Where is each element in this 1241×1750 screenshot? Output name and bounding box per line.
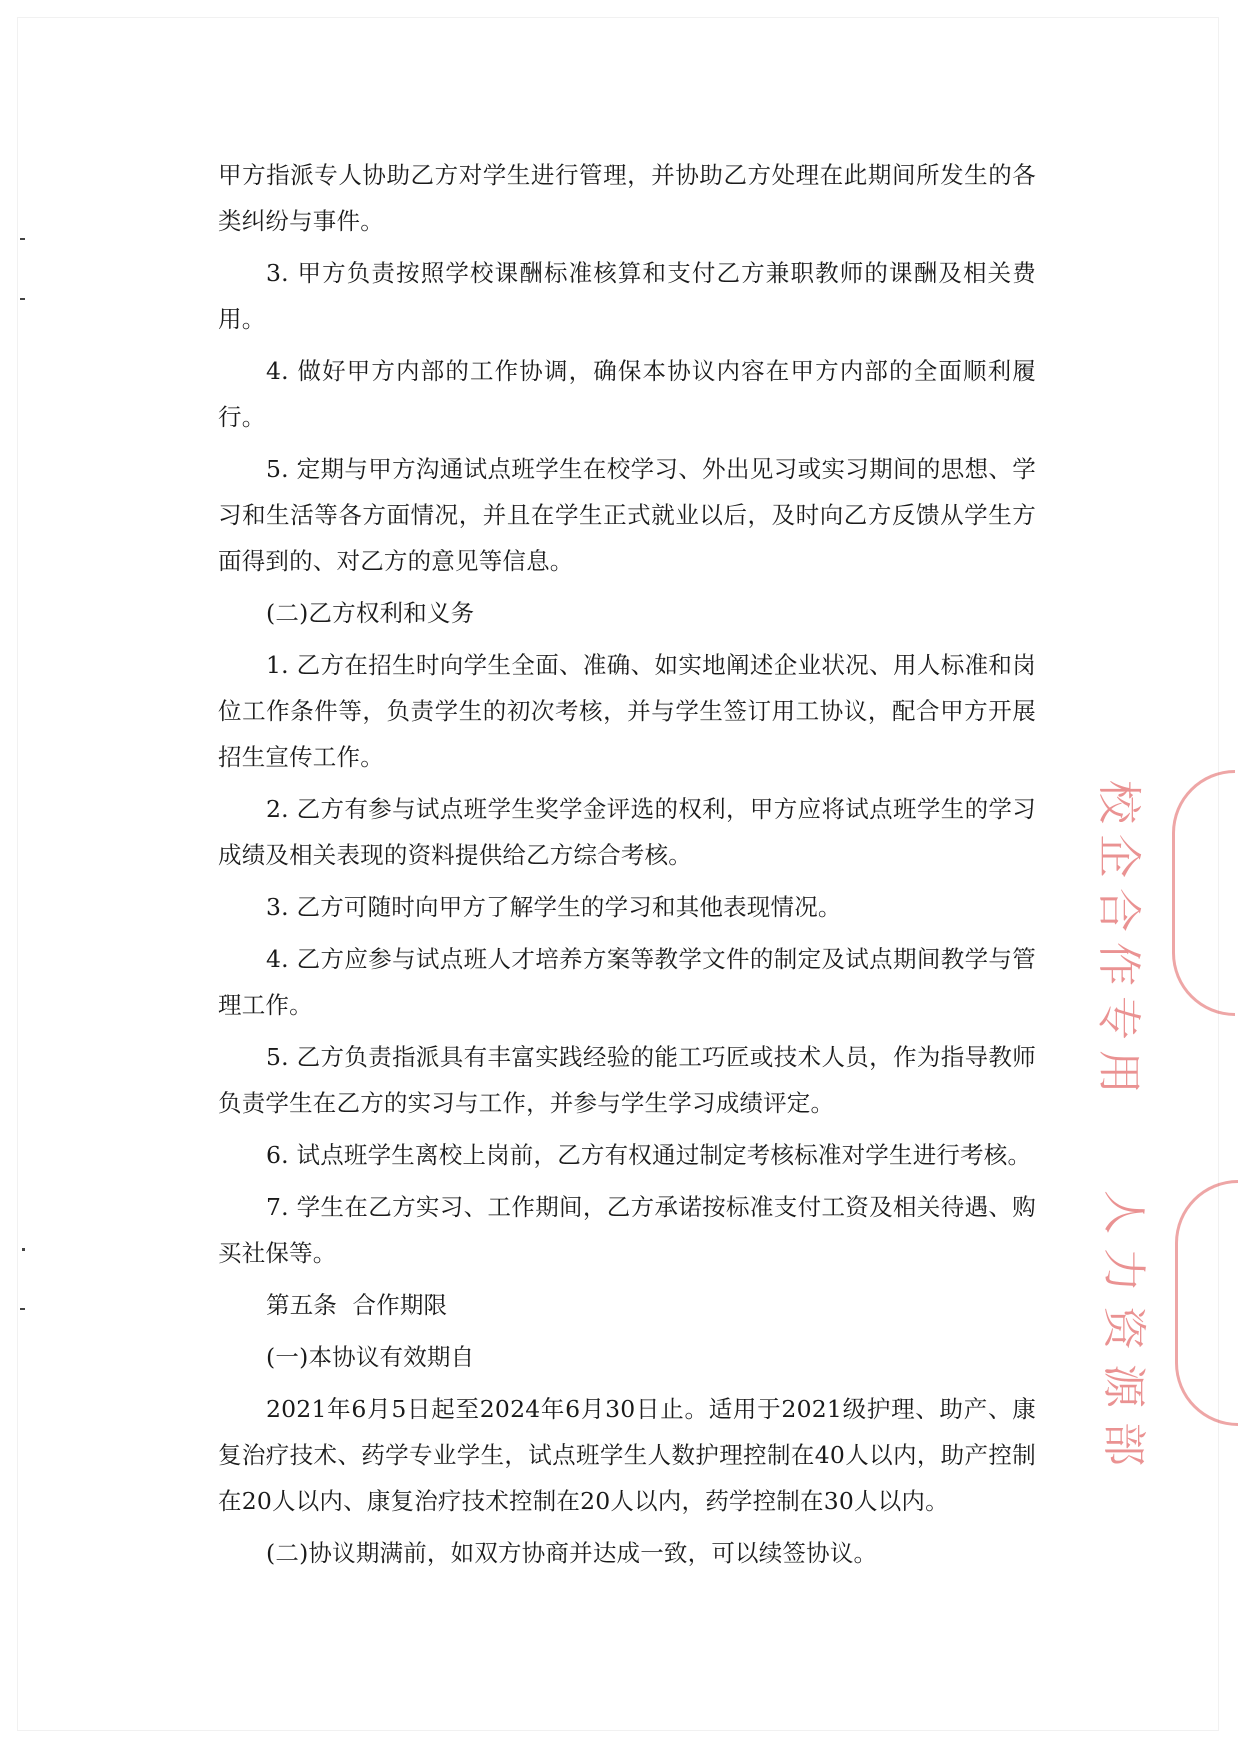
paragraph: 1. 乙方在招生时向学生全面、准确、如实地阐述企业状况、用人标准和岗位工作条件等，负责学生的初次考核，并与学生签订用工协议，配合甲方开展招生宣传工作。 — [218, 651, 1036, 771]
scan-mark — [22, 1248, 25, 1251]
paragraph: 2. 乙方有参与试点班学生奖学金评选的权利，甲方应将试点班学生的学习成绩及相关表现的资料提供给乙方综合考核。 — [218, 795, 1036, 869]
section-heading: (二)乙方权利和义务 — [266, 599, 475, 627]
paragraph: 5. 乙方负责指派具有丰富实践经验的能工巧匠或技术人员，作为指导教师负责学生在乙方的实习与工作，并参与学生学习成绩评定。 — [218, 1043, 1036, 1117]
scan-mark — [20, 298, 25, 300]
paragraph: 4. 乙方应参与试点班人才培养方案等教学文件的制定及试点期间教学与管理工作。 — [218, 945, 1036, 1019]
paragraph: 6. 试点班学生离校上岗前，乙方有权通过制定考核标准对学生进行考核。 — [266, 1141, 1032, 1169]
scan-mark — [20, 238, 25, 240]
red-seal-top: 校企合作专用 — [1093, 780, 1144, 1104]
paragraph: 3. 甲方负责按照学校课酬标准核算和支付乙方兼职教师的课酬及相关费用。 — [218, 259, 1036, 333]
seal-ring — [1172, 770, 1235, 1016]
paragraph: 7. 学生在乙方实习、工作期间，乙方承诺按标准支付工资及相关待遇、购买社保等。 — [218, 1193, 1036, 1267]
section-heading: (一)本协议有效期自 — [266, 1343, 475, 1371]
paragraph: 2021年6月5日起至2024年6月30日止。适用于2021级护理、助产、康复治疗技术、药学专业学生，试点班学生人数护理控制在40人以内，助产控制在20人以内、康复治疗技术控制在20人以内，药学控制在30人以内。 — [218, 1395, 1036, 1515]
document-body — [218, 152, 1036, 1582]
red-seal-bottom: 人力资源部 — [1098, 1190, 1149, 1480]
paragraph: 5. 定期与甲方沟通试点班学生在校学习、外出见习或实习期间的思想、学习和生活等各方面情况，并且在学生正式就业以后，及时向乙方反馈从学生方面得到的、对乙方的意见等信息。 — [218, 455, 1036, 575]
paragraph: 4. 做好甲方内部的工作协调，确保本协议内容在甲方内部的全面顺利履行。 — [218, 357, 1036, 431]
seal-ring — [1175, 1180, 1238, 1426]
article-heading: 第五条 合作期限 — [266, 1291, 448, 1319]
paragraph: 甲方指派专人协助乙方对学生进行管理，并协助乙方处理在此期间所发生的各类纠纷与事件。 — [218, 161, 1036, 235]
paragraph: (二)协议期满前，如双方协商并达成一致，可以续签协议。 — [266, 1539, 878, 1567]
scan-mark — [20, 1308, 25, 1310]
paragraph: 3. 乙方可随时向甲方了解学生的学习和其他表现情况。 — [266, 893, 842, 921]
